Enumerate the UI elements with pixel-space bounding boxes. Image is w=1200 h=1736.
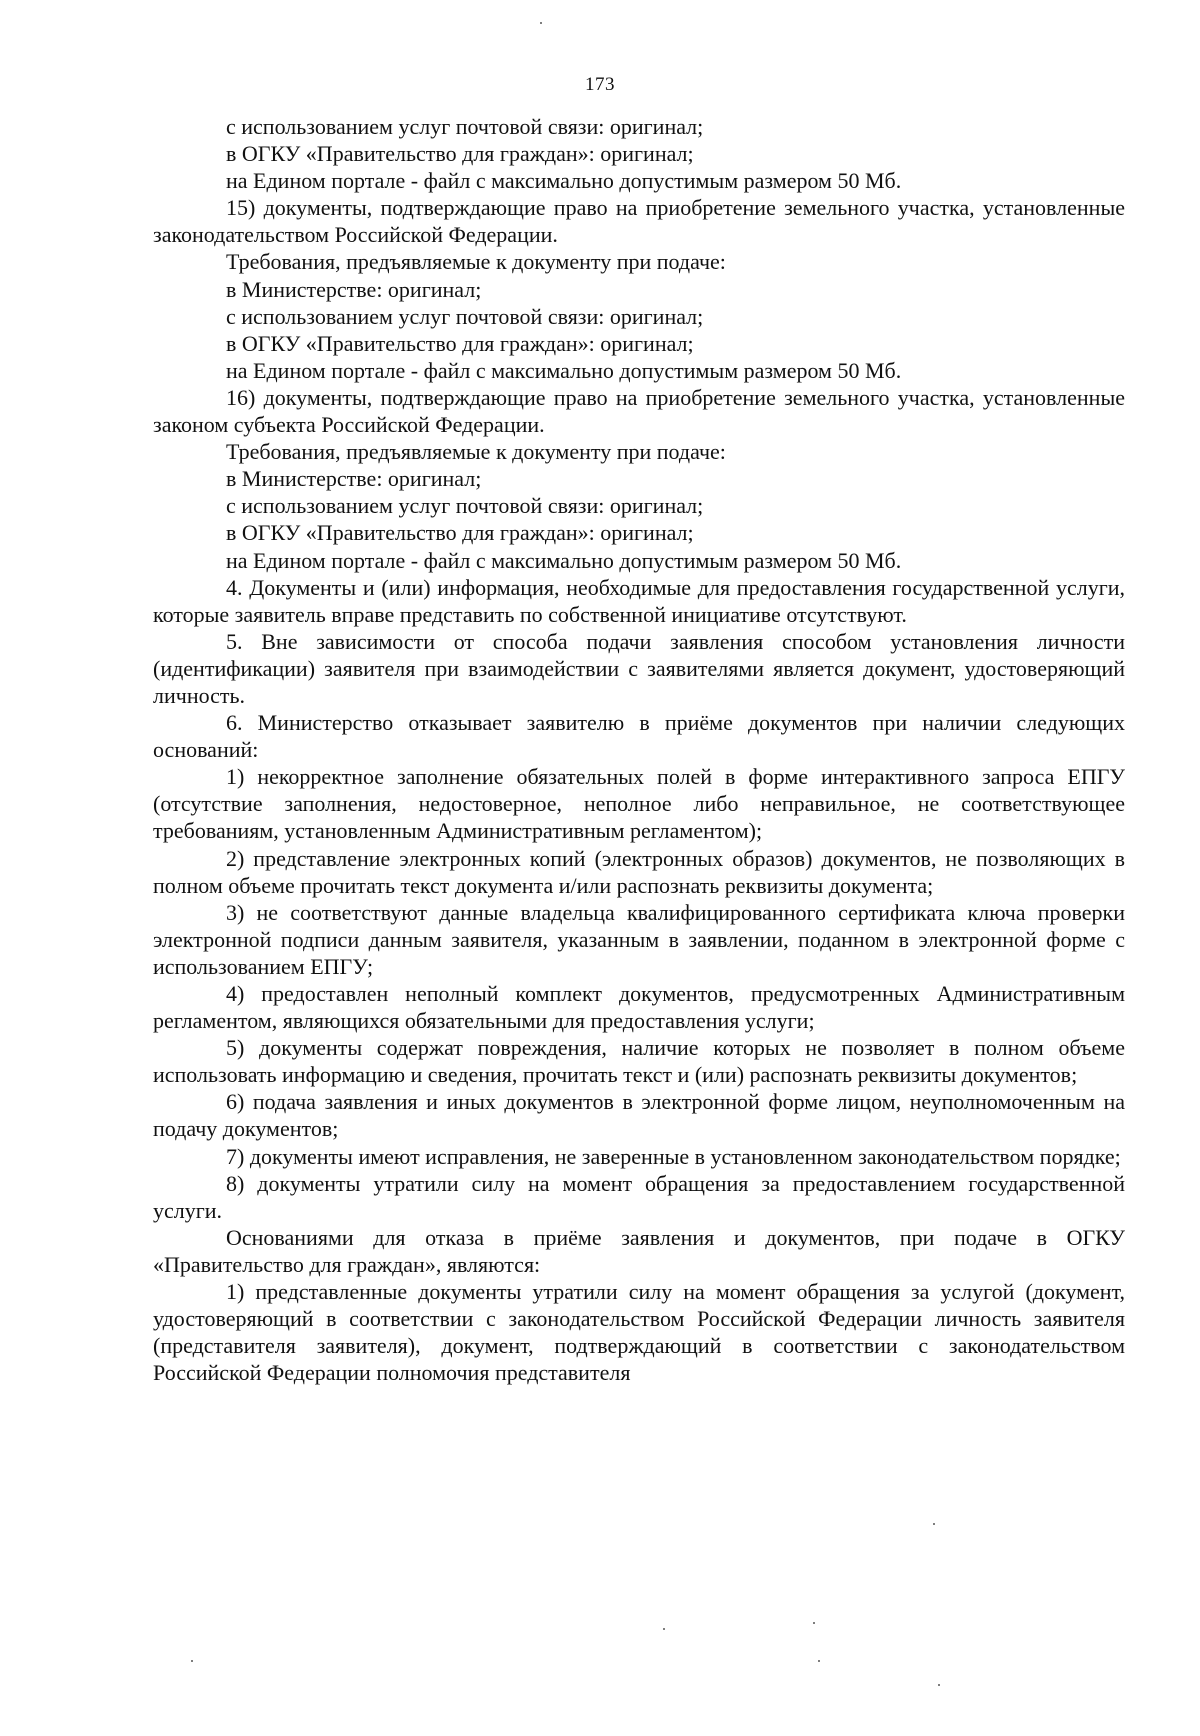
paragraph: 5. Вне зависимости от способа подачи заявления способом установления личности (идентификации) заявителя при взаимодействии с заявителями является документ, удостоверяющий личность. [153, 628, 1125, 708]
paragraph: 6. Министерство отказывает заявителю в приёме документов при наличии следующих оснований: [153, 710, 1125, 763]
paragraph: в ОГКУ «Правительство для граждан»: оригинал; [226, 520, 694, 546]
paragraph: с использованием услуг почтовой связи: оригинал; [226, 303, 704, 329]
paragraph: 1) некорректное заполнение обязательных полей в форме интерактивного запроса ЕПГУ (отсутствие заполнения, недостоверное, неполное либо неправильное, не соответствующее требованиям, установленным Административным регламентом); [153, 764, 1125, 844]
paragraph: с использованием услуг почтовой связи: оригинал; [226, 493, 704, 519]
paragraph: 3) не соответствуют данные владельца квалифицированного сертификата ключа проверки электронной подписи данным заявителя, указанным в заявлении, поданном в электронной форме с использованием ЕПГУ; [153, 899, 1125, 979]
scan-speck [813, 1622, 815, 1624]
paragraph: в ОГКУ «Правительство для граждан»: оригинал; [226, 330, 694, 356]
paragraph: 7) документы имеют исправления, не заверенные в установленном законодательством порядке; [226, 1143, 1121, 1169]
paragraph: в ОГКУ «Правительство для граждан»: оригинал; [226, 141, 694, 167]
paragraph: 15) документы, подтверждающие право на приобретение земельного участка, установленные законодательством Российской Федерации. [153, 195, 1125, 248]
document-body [153, 113, 1125, 1386]
paragraph: 5) документы содержат повреждения, наличие которых не позволяет в полном объеме использовать информацию и сведения, прочитать текст и (или) распознать реквизиты документов; [153, 1035, 1125, 1088]
paragraph: с использованием услуг почтовой связи: оригинал; [226, 114, 704, 139]
scan-speck [818, 1660, 820, 1662]
scan-speck [540, 22, 542, 24]
paragraph: на Едином портале - файл с максимально допустимым размером 50 Мб. [226, 357, 902, 383]
scan-speck [663, 1628, 665, 1630]
paragraph: на Едином портале - файл с максимально допустимым размером 50 Мб. [226, 168, 902, 194]
scan-speck [938, 1684, 940, 1686]
paragraph: 1) представленные документы утратили силу на момент обращения за услугой (документ, удостоверяющий в соответствии с законодательством Российской Федерации личность заявителя (представителя заявителя), документ, подтверждающий в соответствии с законодательством Российской Федерации полномочия представителя [153, 1279, 1125, 1386]
paragraph: 8) документы утратили силу на момент обращения за предоставлением государственной услуги. [153, 1170, 1125, 1223]
paragraph: 2) представление электронных копий (электронных образов) документов, не позволяющих в полном объеме прочитать текст документа и/или распознать реквизиты документа; [153, 845, 1125, 898]
scan-speck [191, 1660, 193, 1662]
paragraph: в Министерстве: оригинал; [226, 466, 482, 492]
paragraph: Основаниями для отказа в приёме заявления и документов, при подаче в ОГКУ «Правительство для граждан», являются: [153, 1224, 1125, 1277]
paragraph: на Едином портале - файл с максимально допустимым размером 50 Мб. [226, 547, 902, 573]
page-number: 173 [585, 74, 615, 95]
paragraph: 6) подача заявления и иных документов в электронной форме лицом, неуполномоченным на подачу документов; [153, 1089, 1125, 1142]
scan-speck [933, 1523, 935, 1525]
paragraph: 4) предоставлен неполный комплект документов, предусмотренных Административным регламентом, являющихся обязательными для предоставления услуги; [153, 981, 1125, 1034]
paragraph: Требования, предъявляемые к документу при подаче: [226, 439, 726, 465]
paragraph: Требования, предъявляемые к документу при подаче: [226, 249, 726, 275]
paragraph: в Министерстве: оригинал; [226, 276, 482, 302]
paragraph: 16) документы, подтверждающие право на приобретение земельного участка, установленные законом субъекта Российской Федерации. [153, 384, 1125, 438]
paragraph: 4. Документы и (или) информация, необходимые для предоставления государственной услуги, которые заявитель вправе представить по собственной инициативе отсутствуют. [153, 574, 1125, 627]
